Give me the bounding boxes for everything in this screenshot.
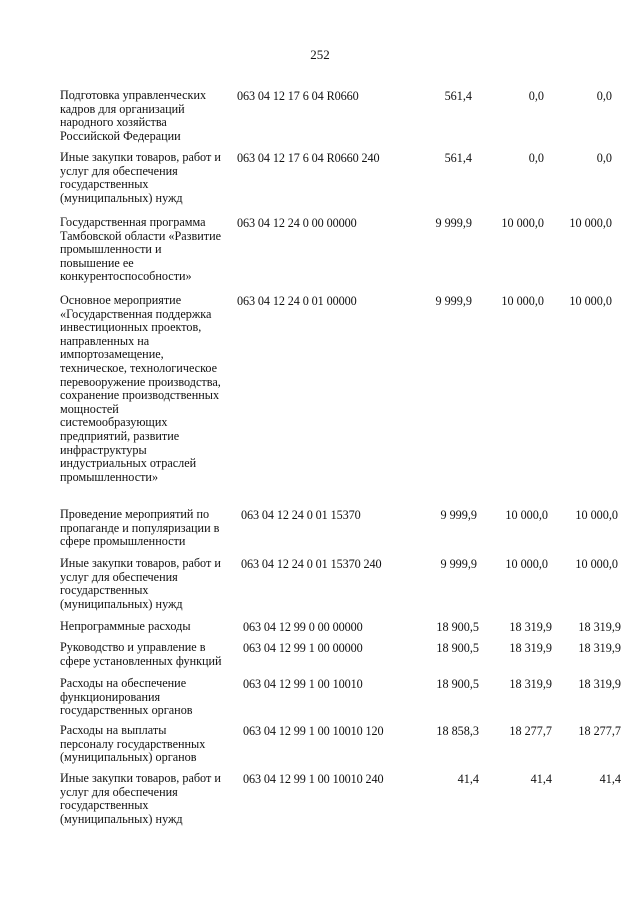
row-code: 063 04 12 17 6 04 R0660 240 [237,151,380,165]
row-value-3: 41,4 [599,772,621,786]
row-name: Государственная программа Тамбовской области «Развитие промышленности и повышение ее конкурентоспособности» [60,215,222,284]
row-value-2: 18 319,9 [509,620,552,634]
row-value-3: 18 319,9 [578,677,621,691]
row-value-1: 561,4 [444,151,472,165]
row-code: 063 04 12 99 1 00 00000 [243,641,363,655]
row-value-3: 10 000,0 [569,216,612,230]
row-name: Расходы на выплаты персоналу государственных (муниципальных) органов [60,723,206,765]
row-value-3: 10 000,0 [575,508,618,522]
row-value-1: 9 999,9 [440,557,477,571]
row-value-2: 18 319,9 [509,677,552,691]
row-value-1: 18 900,5 [436,677,479,691]
row-value-3: 0,0 [596,89,612,103]
row-value-3: 18 277,7 [578,724,621,738]
row-value-2: 0,0 [528,151,544,165]
row-value-2: 18 319,9 [509,641,552,655]
row-value-2: 10 000,0 [505,508,548,522]
row-code: 063 04 12 24 0 01 00000 [237,294,357,308]
row-value-2: 0,0 [528,89,544,103]
row-value-2: 41,4 [530,772,552,786]
row-value-2: 10 000,0 [505,557,548,571]
row-value-2: 18 277,7 [509,724,552,738]
row-value-2: 10 000,0 [501,216,544,230]
row-name: Проведение мероприятий по пропаганде и популяризации в сфере промышленности [60,507,220,549]
row-name: Основное мероприятие «Государственная поддержка инвестиционных проектов, направленных на импортозамещение, техническое, технологическое перевооружение производства, сохранение производственных мощностей системообразующих предприятий, развитие инфраструктуры индустриальных отраслей промышленности» [60,293,221,484]
row-name: Расходы на обеспечение функционирования государственных органов [60,676,193,718]
row-value-3: 10 000,0 [575,557,618,571]
row-code: 063 04 12 24 0 01 15370 [241,508,361,522]
row-name: Иные закупки товаров, работ и услуг для обеспечения государственных (муниципальных) нужд [60,150,221,205]
row-value-3: 10 000,0 [569,294,612,308]
row-value-1: 9 999,9 [440,508,477,522]
row-name: Непрограммные расходы [60,619,191,633]
row-value-3: 0,0 [596,151,612,165]
row-value-1: 18 858,3 [436,724,479,738]
row-code: 063 04 12 99 1 00 10010 [243,677,363,691]
row-value-1: 9 999,9 [435,294,472,308]
row-value-2: 10 000,0 [501,294,544,308]
row-code: 063 04 12 99 1 00 10010 240 [243,772,384,786]
row-name: Подготовка управленческих кадров для организаций народного хозяйства Российской Федерации [60,88,207,143]
row-name: Иные закупки товаров, работ и услуг для обеспечения государственных (муниципальных) нужд [60,556,221,611]
row-name: Руководство и управление в сфере установленных функций [60,640,222,668]
row-code: 063 04 12 24 0 01 15370 240 [241,557,382,571]
page-number: 252 [310,47,330,62]
row-code: 063 04 12 99 1 00 10010 120 [243,724,384,738]
row-value-3: 18 319,9 [578,641,621,655]
row-code: 063 04 12 24 0 00 00000 [237,216,357,230]
row-value-1: 9 999,9 [435,216,472,230]
row-value-1: 41,4 [457,772,479,786]
row-code: 063 04 12 17 6 04 R0660 [237,89,359,103]
row-value-1: 561,4 [444,89,472,103]
row-value-1: 18 900,5 [436,641,479,655]
row-code: 063 04 12 99 0 00 00000 [243,620,363,634]
row-name: Иные закупки товаров, работ и услуг для обеспечения государственных (муниципальных) нужд [60,771,221,826]
row-value-3: 18 319,9 [578,620,621,634]
row-value-1: 18 900,5 [436,620,479,634]
